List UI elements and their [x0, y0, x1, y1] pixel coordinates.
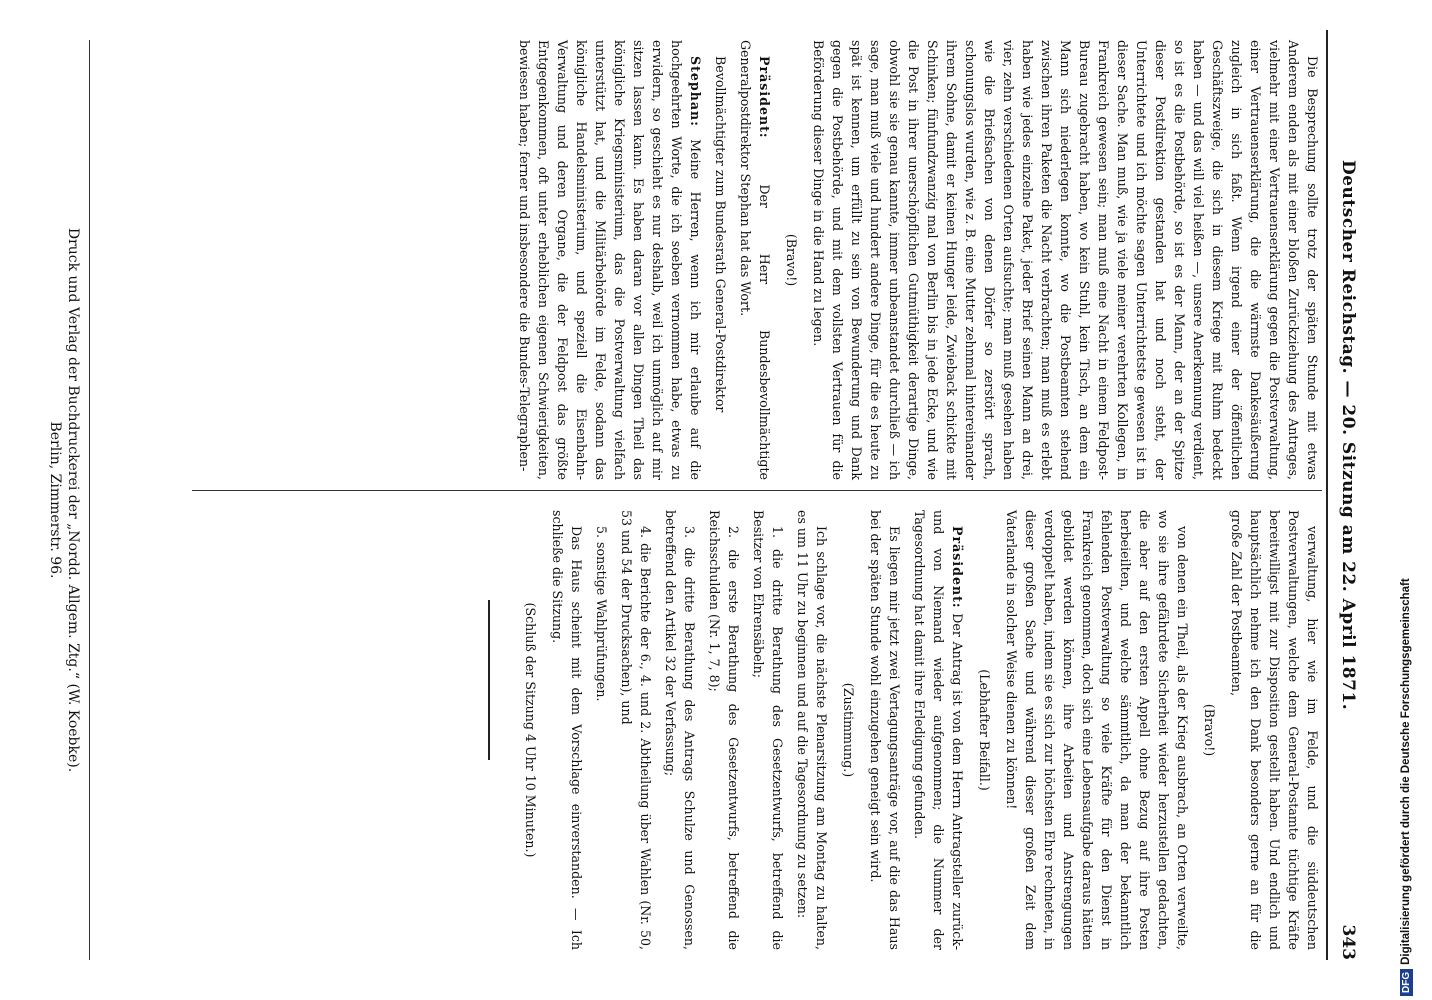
speech-text: Der Antrag ist von dem Herrn Antragsteller zurück- und von Niemand wieder aufgenommen; die Nummer der Tagesordnung hat damit ihre Erledigung gefunden. [912, 510, 965, 950]
list-item: 3. die dritte Berathung des Antrags Schulze und Genossen, betreffend den Artikel 32 der Verfassung; [663, 510, 697, 950]
paragraph: von denen ein Theil, als der Krieg ausbrach, an Orten verweilte, wo sie ihre gefährdete Sicherheit wieder herzustellen gedachten, die aber auf den ersten Appell ohne Bezug auf ihre Posten herbeieilten, und welche sämmtlich, da man der bekanntlich fehlenden Postverwaltung so viele Kräfte für den Dienst in Frankreich genommen, doch sich eine Lebensaufgabe daraus hätten gebildet werden können, ihre Arbeiten und Anstrengungen verdoppelt haben, indem sie es sich zur höchsten Ehre rechneten, in dieser großen Sache und während dieser großen Zeit dem Vaterlande in solcher Weise dienen zu können! [1004, 510, 1190, 950]
speech-text: Meine Herren, wenn ich mir erlaube auf die hochgeehrten Worte, die ich soeben vernommen habe, etwas zu erwidern, so geschieht es nur deshalb, weil ich unmöglich auf mir sitzen lassen kann. Es haben daran vor allen Dingen Theil das königliche Kriegsministerium, das die Postverwaltung vielfach unterstützt hat, und die Militärbehörde im Felde, sodann das königliche Handelsministerium, und speziell die Eisenbahn-Verwaltung und deren Organe, die der Feldpost das größte Entgegenkommen, oft unter erheblichen eigenen Schwierigkeiten, bewiesen haben; ferner und insbesondere die Bundes-Telegraphen- [517, 40, 703, 480]
session-closing: (Schluß der Sitzung 4 Uhr 10 Minuten.) [523, 602, 538, 858]
paragraph [736, 40, 774, 480]
agenda-list [592, 510, 787, 950]
imprint [46, 40, 82, 960]
interjection: (Zustimmung.) [841, 682, 856, 778]
end-rule [488, 600, 490, 760]
running-title: Deutscher Reichstag. — 20. Sitzung am 22. April 1871. [1338, 160, 1358, 711]
interjection: (Bravo!) [784, 233, 799, 287]
speaker-name: Präsident: [950, 526, 965, 609]
paragraph: verwaltung, hier wie im Felde, und die süddeutschen Postverwaltungen, welche dem General-Postamte tüchtige Kräfte bereitwilligst mit zur Disposition gestellt haben. Und endlich und hauptsächlich nehme ich den Dank besonders gerne an für die große Zahl der Postbeamten, [1229, 510, 1320, 950]
dfg-logo-icon: DFG [1400, 969, 1413, 996]
digitization-credit [1400, 578, 1413, 996]
speech-text: Der Herr Bundesbevollmächtigte Generalpostdirektor Stephan hat das Wort. [738, 40, 772, 480]
list-item: 4. die Berichte der 6., 4. und 2. Abtheilung über Wahlen (Nr. 50, 53 und 54 der Drucksachen), und [619, 510, 653, 950]
page-number: 343 [1338, 924, 1358, 960]
interjection: (Lebhafter Beifall.) [977, 669, 992, 791]
imprint-line: Berlin, Zimmerstr. 96. [47, 421, 63, 579]
paragraph: Das Haus scheint mit dem Vorschlage einverstanden. — Ich schließe die Sitzung. [550, 510, 584, 950]
paragraph: Bevollmächtigter zum Bundesrath General-Postdirektor [713, 56, 728, 413]
list-item: 2. die erste Berathung des Gesetzentwurfs, betreffend die Reichsschulden (Nr. 1, 7, 8); [707, 510, 741, 950]
interjection: (Bravo!) [1202, 703, 1217, 757]
paragraph [910, 510, 967, 950]
paragraph: Die Besprechung sollte trotz der späten Stunde mit etwas Anderem enden als mit einer bloßen Zurückziehung des Antrages, vielmehr mit einer Vertrauenserklärung gegen die Postverwaltung, einer Vertrauenserklärung, die die wärmste Dankesäußerung zugleich in sich faßt. Wenn irgend einer der öffentlichen Geschäftszweige, die sich in diesem Kriege mit Ruhm bedeckt haben — und das will viel heißen —, unsere Anerkennung verdient, so ist es die Postbehörde, so ist es der Mann, der an der Spitze dieser Postdirektion gestanden hat und noch steht, der Unterrichtete und ich möchte sagen Unterrichtetste gewesen ist in dieser Sache. Man muß, wie ja viele meiner verehrten Kollegen, in Frankreich gewesen sein; man muß eine Nacht in einem Feldpost-Bureau zugebracht haben, wo kein Stuhl, kein Tisch, an dem ein Mann sich niederlegen konnte, wo die Postbeamten stehend zwischen ihren Paketen die Nacht verbrachten; man muß es erlebt haben wie jedes einzelne Paket, jeder Brief seinen Mann an drei, vier, zehn verschiedenen Orten aufsuchte; man muß gesehen haben wie die Briefsachen von denen Dörfer so zerstört sprach, schonungslos wurden, wie z. B. eine Mutter zehnmal hintereinander ihrem Sohne, damit er keinen Hunger leide, Zwieback schickte mit Schinken; fünfundzwanzig mal von Berlin bis in jede Ecke, und wie die Post in ihrer unerschöpflichen Gutmüthigkeit derartige Dinge, obwohl sie sie genau kannte, immer unbeanstandet durchließ — ich sage, man muß viele und hundert andere Dinge, für die es heute zu spät ist kennen, um erfüllt zu sein von Bewunderung und Dank gegen die Postbehörde, und mit dem vollsten Vertrauen für die Beförderung dieser Dinge in die Hand zu legen. [811, 40, 1320, 480]
column-divider [192, 490, 1322, 491]
list-item: 5. sonstige Wahlprüfungen. [594, 526, 609, 702]
paragraph: Es liegen mir jetzt zwei Vertagungsanträge vor, auf die das Haus bei der späten Stunde wohl einzugehen geneigt sein wird. [868, 510, 902, 950]
left-column [509, 40, 1322, 480]
right-column [513, 510, 1322, 950]
speaker-name: Stephan: [688, 56, 703, 127]
paragraph: Ich schlage vor, die nächste Plenarsitzung am Montag zu halten, es um 11 Uhr zu beginnen und auf die Tagesordnung zu setzen: [795, 510, 829, 950]
credit-text: Digitalisierung gefördert durch die Deutsche Forschungsgemeinschaft [1400, 578, 1412, 965]
speaker-name: Präsident: [757, 56, 772, 139]
paragraph [515, 40, 705, 480]
list-item: 1. die dritte Berathung des Gesetzentwurfs, betreffend die Besitzer von Ehrensäbeln; [751, 510, 785, 950]
imprint-line: Druck und Verlag der Buchdruckerei der „Nordd. Allgem. Ztg.“ (W. Koebke). [65, 227, 81, 773]
footer-rule [89, 40, 90, 960]
header-rule [1326, 30, 1328, 960]
page-header [1328, 40, 1358, 960]
